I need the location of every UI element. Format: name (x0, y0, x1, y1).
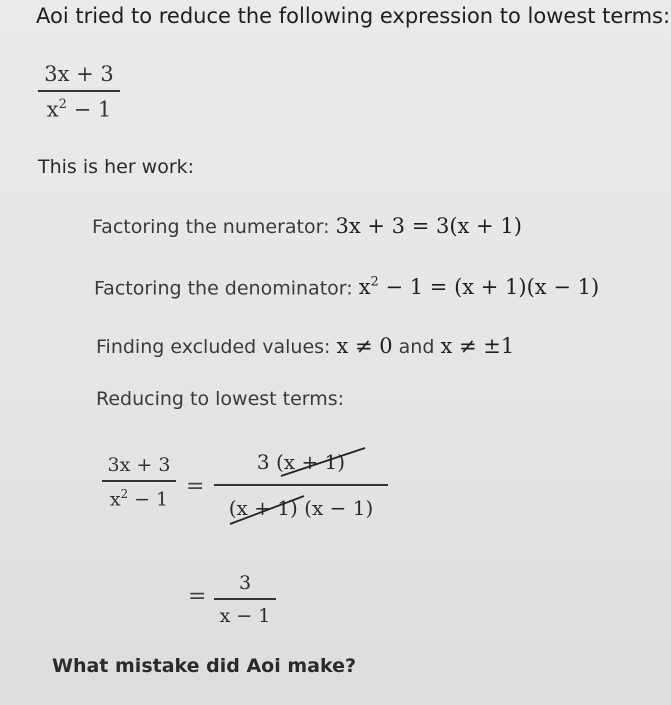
equals-sign: = (186, 474, 205, 499)
fraction-bar (38, 90, 120, 92)
step-math: $x^2 - 1 = (x + 1)(x - 1)$ (358, 275, 600, 300)
original-expression (38, 62, 120, 121)
step-reduce-label: Reducing to lowest terms: (96, 388, 345, 410)
expression-denominator: $x^2 - 1$ (46, 96, 112, 121)
lhs-fraction (102, 454, 176, 510)
lhs-denominator: $x^2 - 1$ (109, 486, 169, 511)
lhs-numerator: 3x + 3 (107, 454, 171, 476)
result-fraction (214, 572, 276, 627)
step-math-b: x ≠ ±1 (440, 334, 515, 358)
cancel-mark-numerator: (x + 1) (276, 450, 345, 474)
question-prompt: What mistake did Aoi make? (52, 655, 357, 677)
step-label: Factoring the numerator: (92, 216, 336, 238)
step-excluded-values (96, 334, 514, 358)
expression-numerator: 3x + 3 (44, 62, 114, 86)
step-factor-numerator (92, 214, 522, 238)
rhs-denominator: (x + 1) (x − 1) (214, 496, 388, 520)
rhs-numerator: 3 (x + 1) (214, 450, 388, 478)
step-and: and (392, 336, 441, 358)
equals-sign-result: = (188, 584, 207, 609)
problem-intro: Aoi tried to reduce the following expression to lowest terms: (36, 4, 671, 28)
step-math: 3x + 3 = 3(x + 1) (335, 214, 522, 238)
fraction-bar (214, 484, 388, 486)
fraction-bar (214, 598, 276, 600)
step-label: Finding excluded values: (96, 336, 337, 358)
result-numerator: 3 (238, 572, 252, 594)
step-label: Factoring the denominator: (94, 277, 359, 300)
result-denominator: x − 1 (219, 604, 271, 627)
step-math-a: x ≠ 0 (336, 334, 393, 358)
rhs-fraction (214, 450, 388, 520)
step-factor-denominator (94, 275, 599, 299)
cancel-mark-denominator: (x + 1) (229, 496, 298, 520)
fraction-bar (102, 480, 176, 482)
work-intro: This is her work: (38, 156, 195, 178)
